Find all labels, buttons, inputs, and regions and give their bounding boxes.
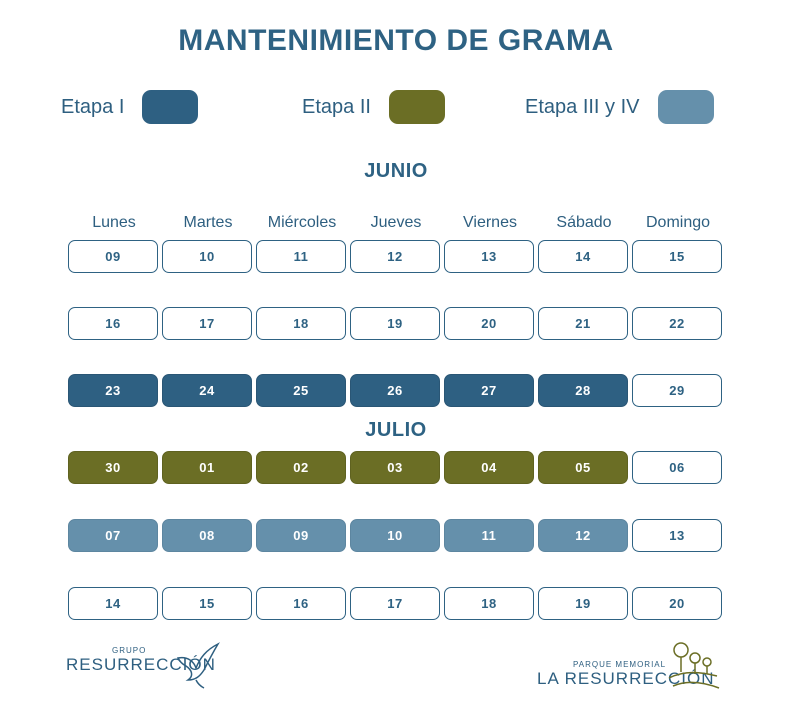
calendar-day-cell: 07 (68, 519, 158, 552)
weekday-label: Lunes (92, 214, 136, 231)
calendar-day-cell: 18 (256, 307, 346, 340)
calendar-day-cell: 13 (632, 519, 722, 552)
legend-etapa-2 (302, 88, 445, 126)
dove-icon (174, 640, 222, 690)
calendar-day-cell: 08 (162, 519, 252, 552)
calendar-day-cell: 18 (444, 587, 534, 620)
calendar-day-cell: 20 (632, 587, 722, 620)
legend-swatch (658, 90, 714, 124)
calendar-day-cell: 10 (162, 240, 252, 273)
calendar-day-cell: 15 (162, 587, 252, 620)
calendar-day-cell: 25 (256, 374, 346, 407)
logo-big-text: LA RESURRECCIÓN (537, 669, 715, 688)
logo-grupo-resurreccion (66, 646, 216, 675)
calendar-day-cell: 14 (538, 240, 628, 273)
page-title: MANTENIMIENTO DE GRAMA (178, 24, 614, 57)
legend-label: Etapa II (302, 95, 371, 118)
legend-swatch (142, 90, 198, 124)
calendar-day-cell: 13 (444, 240, 534, 273)
calendar-day-cell: 03 (350, 451, 440, 484)
logo-small-text: PARQUE MEMORIAL (573, 660, 667, 669)
logo-big-text: RESURRECCIÓN (66, 655, 216, 674)
calendar-day-cell: 04 (444, 451, 534, 484)
calendar-day-cell: 26 (350, 374, 440, 407)
weekday-label: Martes (183, 214, 233, 231)
weekday-label: Domingo (645, 214, 711, 231)
calendar-day-cell: 23 (68, 374, 158, 407)
trees-icon (665, 642, 721, 694)
weekday-label: Sábado (556, 214, 612, 231)
calendar-day-cell: 21 (538, 307, 628, 340)
calendar-day-cell: 05 (538, 451, 628, 484)
calendar-day-cell: 09 (256, 519, 346, 552)
calendar-day-cell: 24 (162, 374, 252, 407)
calendar-day-cell: 29 (632, 374, 722, 407)
calendar-day-cell: 16 (256, 587, 346, 620)
calendar-day-cell: 17 (350, 587, 440, 620)
legend-swatch (389, 90, 445, 124)
calendar-day-cell: 09 (68, 240, 158, 273)
calendar-day-cell: 22 (632, 307, 722, 340)
month-title-julio: JULIO (365, 419, 427, 441)
calendar-day-cell: 12 (350, 240, 440, 273)
weekday-label: Jueves (370, 214, 422, 231)
calendar-day-cell: 06 (632, 451, 722, 484)
calendar-day-cell: 17 (162, 307, 252, 340)
logo-parque-memorial (537, 660, 714, 689)
month-title-junio: JUNIO (364, 160, 428, 182)
calendar-day-cell: 28 (538, 374, 628, 407)
calendar-day-cell: 14 (68, 587, 158, 620)
legend-label: Etapa III y IV (525, 95, 640, 118)
calendar-day-cell: 10 (350, 519, 440, 552)
calendar-day-cell: 30 (68, 451, 158, 484)
calendar-day-cell: 02 (256, 451, 346, 484)
legend-etapa-3-4 (525, 88, 714, 126)
calendar-day-cell: 19 (350, 307, 440, 340)
calendar-day-cell: 27 (444, 374, 534, 407)
calendar-day-cell: 12 (538, 519, 628, 552)
logo-small-text: GRUPO (112, 646, 147, 655)
weekday-label: Miércoles (267, 214, 337, 231)
calendar-day-cell: 16 (68, 307, 158, 340)
legend-etapa-1 (61, 88, 198, 126)
calendar-day-cell: 20 (444, 307, 534, 340)
calendar-day-cell: 19 (538, 587, 628, 620)
calendar-day-cell: 11 (444, 519, 534, 552)
calendar-day-cell: 11 (256, 240, 346, 273)
calendar-day-cell: 15 (632, 240, 722, 273)
weekday-label: Viernes (463, 214, 517, 231)
calendar-day-cell: 01 (162, 451, 252, 484)
legend-label: Etapa I (61, 95, 125, 118)
